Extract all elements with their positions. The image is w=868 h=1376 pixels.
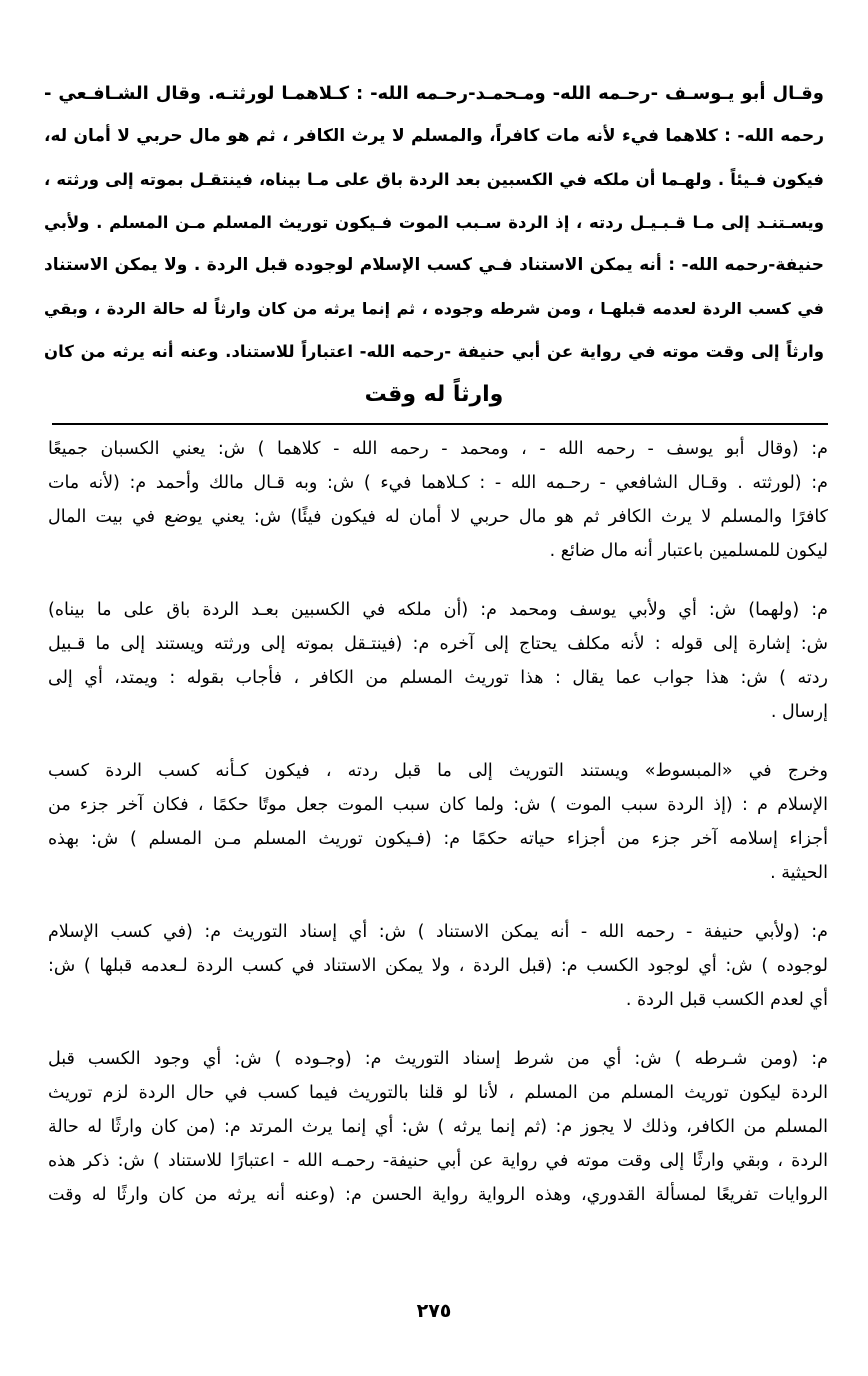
commentary-line: لوجوده ) ش: أي لوجود الكسب م: (قبل الردة ، ولا يمكن الاستناد في كسب الردة لـعدمه قبلها ) ش: (48, 956, 828, 976)
page-number: ٢٧٥ (416, 1300, 452, 1322)
commentary-line: المسلم من الكافر، وذلك لا يجوز م: (ثم إنما يرثه ) ش: أي إنما يرث المرتد م: (من كان وارثًا له حالة (48, 1117, 828, 1137)
main-text-line: فيكون فـيئاً . ولهـما أن ملكه في الكسبين بعد الردة باق على مـا بيناه، فينتقـل بموته إلى ورثته ، (44, 170, 824, 189)
commentary-line: ردته ) ش: هذا جواب عما يقال : هذا توريث المسلم من الكافر ، فأجاب بقوله : ويمتد، أي إلى (48, 668, 828, 688)
commentary-line: أي لعدم الكسب قبل الردة . (625, 990, 828, 1010)
main-text-line: رحمه الله- : كلاهما فيء لأنه مات كافراً، والمسلم لا يرث الكافر ، ثم هو مال حربي لا أمان له، (44, 126, 824, 146)
commentary-line: أجزاء إسلامه آخر جزء من أجزاء حياته حكمًا م: (فـيكون توريث المسلم مـن المسلم ) ش: بهذه (48, 829, 828, 849)
commentary-line: م: (ومن شـرطه ) ش: أي من شرط إسناد التوريث م: (وجـوده ) ش: أي وجود الكسب قبل (48, 1049, 828, 1069)
commentary-line: ش: إشارة إلى قوله : لأنه مكلف يحتاج إلى آخره م: (فينتـقل بموته إلى ورثته ويستند إلى ما قـبيل (48, 634, 828, 654)
main-text-line: في كسب الردة لعدمه قبلهـا ، ومن شرطه وجوده ، ثم إنما يرثه من كان وارثاً له حالة الردة ، وبقي (44, 299, 824, 318)
commentary-line: م: (لورثته . وقـال الشافعي - رحـمه الله - : كـلاهما فيء ) ش: وبه قـال مالك وأحمد م: (لأنه مات (48, 473, 828, 493)
separator-rule (52, 423, 828, 425)
main-text-line: وارثاً له وقت (364, 382, 504, 407)
commentary-line: الحيثية . (770, 863, 828, 883)
commentary-block (48, 432, 828, 1237)
commentary-line: كافرًا والمسلم لا يرث الكافر ثم هو مال حربي لا أمان له فيكون فيئًا) ش: يعني يوضع في بيت المال (48, 507, 828, 527)
main-text-block (44, 72, 824, 416)
commentary-line: إرسال . (770, 702, 828, 722)
commentary-line: م: (ولأبي حنيفة - رحمه الله - أنه يمكن الاستناد ) ش: أي إسناد التوريث م: (في كسب الإسلام (48, 922, 828, 942)
main-text-line: وارثاً إلى وقت موته في رواية عن أبي حنيفة -رحمه الله- اعتباراً للاستناد. وعنه أنه يرثه من كان (44, 342, 824, 361)
commentary-paragraph (48, 1042, 828, 1212)
commentary-line: وخرج في «المبسوط» ويستند التوريث إلى ما قبل ردته ، فيكون كـأنه كسب الردة كسب (48, 761, 828, 781)
commentary-paragraph (48, 915, 828, 1017)
main-text-line: حنيفة-رحمه الله- : أنه يمكن الاستناد فـي كسب الإسلام لوجوده قبل الردة . ولا يمكن الاستناد (44, 255, 824, 275)
commentary-line: الردة ليكون توريث المسلم من المسلم ، لأنا لو قلنا بالتوريث فيما كسب في حال الردة لزم توريث (48, 1083, 828, 1103)
commentary-paragraph (48, 754, 828, 890)
main-text-line: وقـال أبو يـوسـف -رحـمه الله- ومـحمـد-رحـمه الله- : كـلاهمـا لورثتـه. وقال الشـافـعي - (44, 83, 824, 104)
commentary-paragraph (48, 593, 828, 729)
commentary-paragraph (48, 432, 828, 568)
commentary-line: م: (وقال أبو يوسف - رحمه الله - ، ومحمد - رحمه الله - كلاهما ) ش: يعني الكسبان جميعًا (48, 439, 828, 459)
main-text-line: ويسـتنـد إلى مـا قـبـيـل ردته ، إذ الردة سـبب الموت فـيكون توريث المسلم مـن المسلم . ولأبي (44, 213, 824, 232)
commentary-line: الردة ، وبقي وارثًا إلى وقت موته في رواية عن أبي حنيفة- رحمـه الله - اعتبارًا للاستناد ) ش: ذكر هذه (48, 1151, 828, 1171)
commentary-line: ليكون للمسلمين باعتبار أنه مال ضائع . (549, 541, 828, 561)
commentary-line: الروايات تفريعًا لمسألة القدوري، وهذه الرواية رواية الحسن م: (وعنه أنه يرثه من كان وارثًا له وقت (48, 1185, 828, 1205)
commentary-line: الإسلام م : (إذ الردة سبب الموت ) ش: ولما كان سبب الموت جعل موتًا حكمًا ، فكان آخر جزء من (48, 795, 828, 815)
commentary-line: م: (ولهما) ش: أي ولأبي يوسف ومحمد م: (أن ملكه في الكسبين بعـد الردة باق على ما بيناه) (48, 600, 828, 620)
